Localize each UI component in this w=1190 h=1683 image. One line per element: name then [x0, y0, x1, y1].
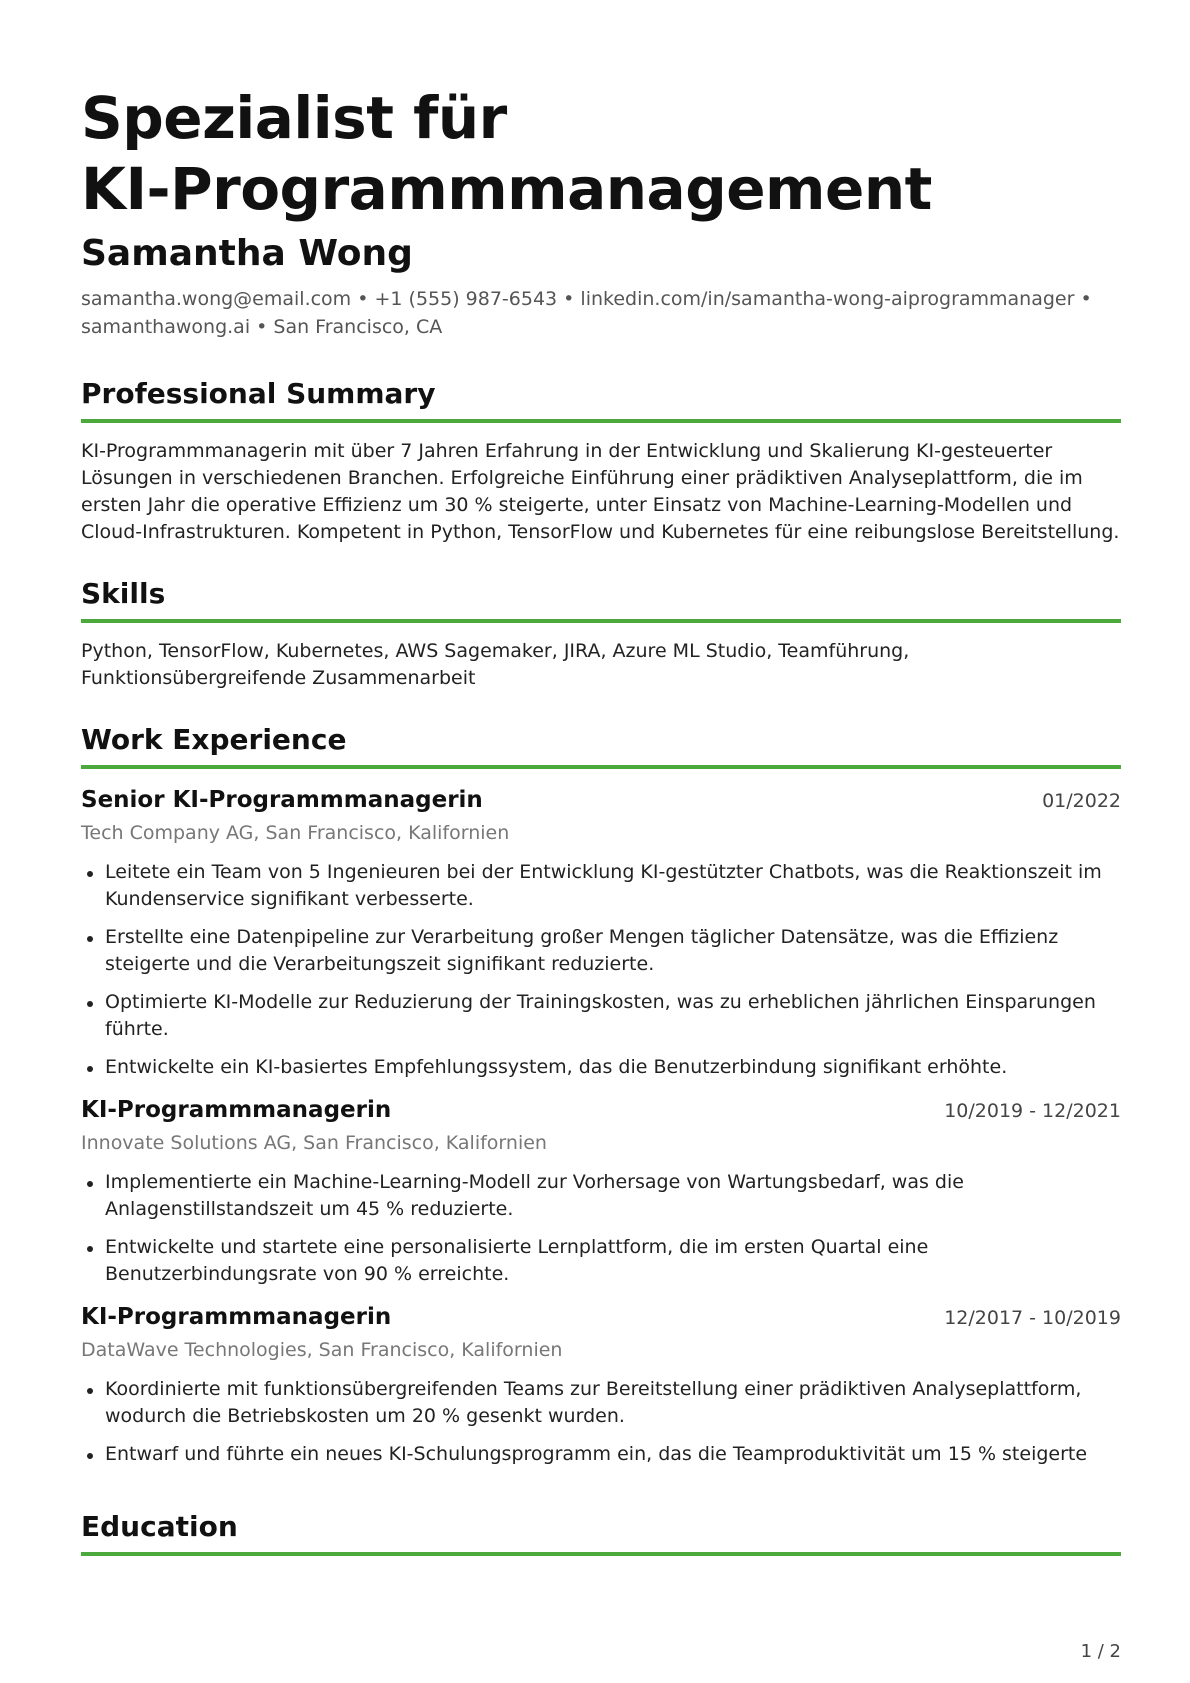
- summary-section: [81, 375, 1121, 546]
- summary-heading: Professional Summary: [81, 375, 1121, 423]
- contact-line-1: samantha.wong@email.com • +1 (555) 987-6543 • linkedin.com/in/samantha-wong-aiprogrammanager •: [81, 288, 1092, 310]
- bullet-item: Optimierte KI-Modelle zur Reduzierung der Trainingskosten, was zu erheblichen jährlichen Einsparungen führte.: [81, 989, 1121, 1043]
- contact-info: [81, 285, 1121, 341]
- job-title: KI-Programmmanagerin: [81, 1097, 392, 1123]
- resume-title: [81, 83, 1121, 225]
- job-company: Innovate Solutions AG, San Francisco, Kalifornien: [81, 1132, 547, 1154]
- page-number: 1 / 2: [1080, 1641, 1121, 1662]
- education-heading: Education: [81, 1508, 1121, 1556]
- job-bullets: [81, 1376, 1121, 1468]
- contact-line-2: samanthawong.ai • San Francisco, CA: [81, 316, 443, 338]
- experience-heading: Work Experience: [81, 721, 1121, 769]
- summary-text: KI-Programmmanagerin mit über 7 Jahren Erfahrung in der Entwicklung und Skalierung KI-gesteuerter Lösungen in verschiedenen Branchen. Erfolgreiche Einführung einer prädiktiven Analyseplattform, die im ersten Jahr die operative Effizienz um 30 % steigerte, unter Einsatz von Machine-Learning-Modellen und Cloud-Infrastrukturen. Kompetent in Python, TensorFlow und Kubernetes für eine reibungslose Bereitstellung.: [81, 440, 1120, 543]
- candidate-name: Samantha Wong: [81, 233, 413, 274]
- education-section: [81, 1508, 1121, 1556]
- bullet-item: Entwickelte ein KI-basiertes Empfehlungssystem, das die Benutzerbindung signifikant erhöhte.: [81, 1054, 1121, 1081]
- bullet-item: Entwickelte und startete eine personalisierte Lernplattform, die im ersten Quartal eine Benutzerbindungsrate von 90 % erreichte.: [81, 1234, 1121, 1288]
- bullet-item: Entwarf und führte ein neues KI-Schulungsprogramm ein, das die Teamproduktivität um 15 % steigerte: [81, 1441, 1121, 1468]
- job-bullets: [81, 859, 1121, 1081]
- bullet-item: Erstellte eine Datenpipeline zur Verarbeitung großer Mengen täglicher Datensätze, was die Effizienz steigerte und die Verarbeitungszeit signifikant reduzierte.: [81, 924, 1121, 978]
- job-entry: [81, 1095, 1121, 1288]
- job-date: 10/2019 - 12/2021: [944, 1100, 1121, 1122]
- job-title: Senior KI-Programmmanagerin: [81, 787, 483, 813]
- job-date: 01/2022: [1042, 790, 1121, 812]
- job-date: 12/2017 - 10/2019: [944, 1307, 1121, 1329]
- job-company: DataWave Technologies, San Francisco, Kalifornien: [81, 1339, 563, 1361]
- bullet-item: Leitete ein Team von 5 Ingenieuren bei der Entwicklung KI-gestützter Chatbots, was die Reaktionszeit im Kundenservice signifikant verbesserte.: [81, 859, 1121, 913]
- job-entry: [81, 785, 1121, 1081]
- bullet-item: Implementierte ein Machine-Learning-Modell zur Vorhersage von Wartungsbedarf, was die Anlagenstillstandszeit um 45 % reduzierte.: [81, 1169, 1121, 1223]
- job-company: Tech Company AG, San Francisco, Kalifornien: [81, 822, 510, 844]
- job-title: KI-Programmmanagerin: [81, 1304, 392, 1330]
- job-entry: [81, 1302, 1121, 1468]
- title-line-1: Spezialist für: [81, 84, 507, 152]
- bullet-item: Koordinierte mit funktionsübergreifenden Teams zur Bereitstellung einer prädiktiven Analyseplattform, wodurch die Betriebskosten um 20 % gesenkt wurden.: [81, 1376, 1121, 1430]
- title-line-2: KI-Programmmanagement: [81, 155, 932, 223]
- experience-section: [81, 721, 1121, 1468]
- skills-heading: Skills: [81, 575, 1121, 623]
- job-bullets: [81, 1169, 1121, 1288]
- skills-text: Python, TensorFlow, Kubernetes, AWS Sagemaker, JIRA, Azure ML Studio, Teamführung, Funktionsübergreifende Zusammenarbeit: [81, 640, 910, 689]
- skills-section: [81, 575, 1121, 692]
- resume-page: [81, 0, 1121, 1556]
